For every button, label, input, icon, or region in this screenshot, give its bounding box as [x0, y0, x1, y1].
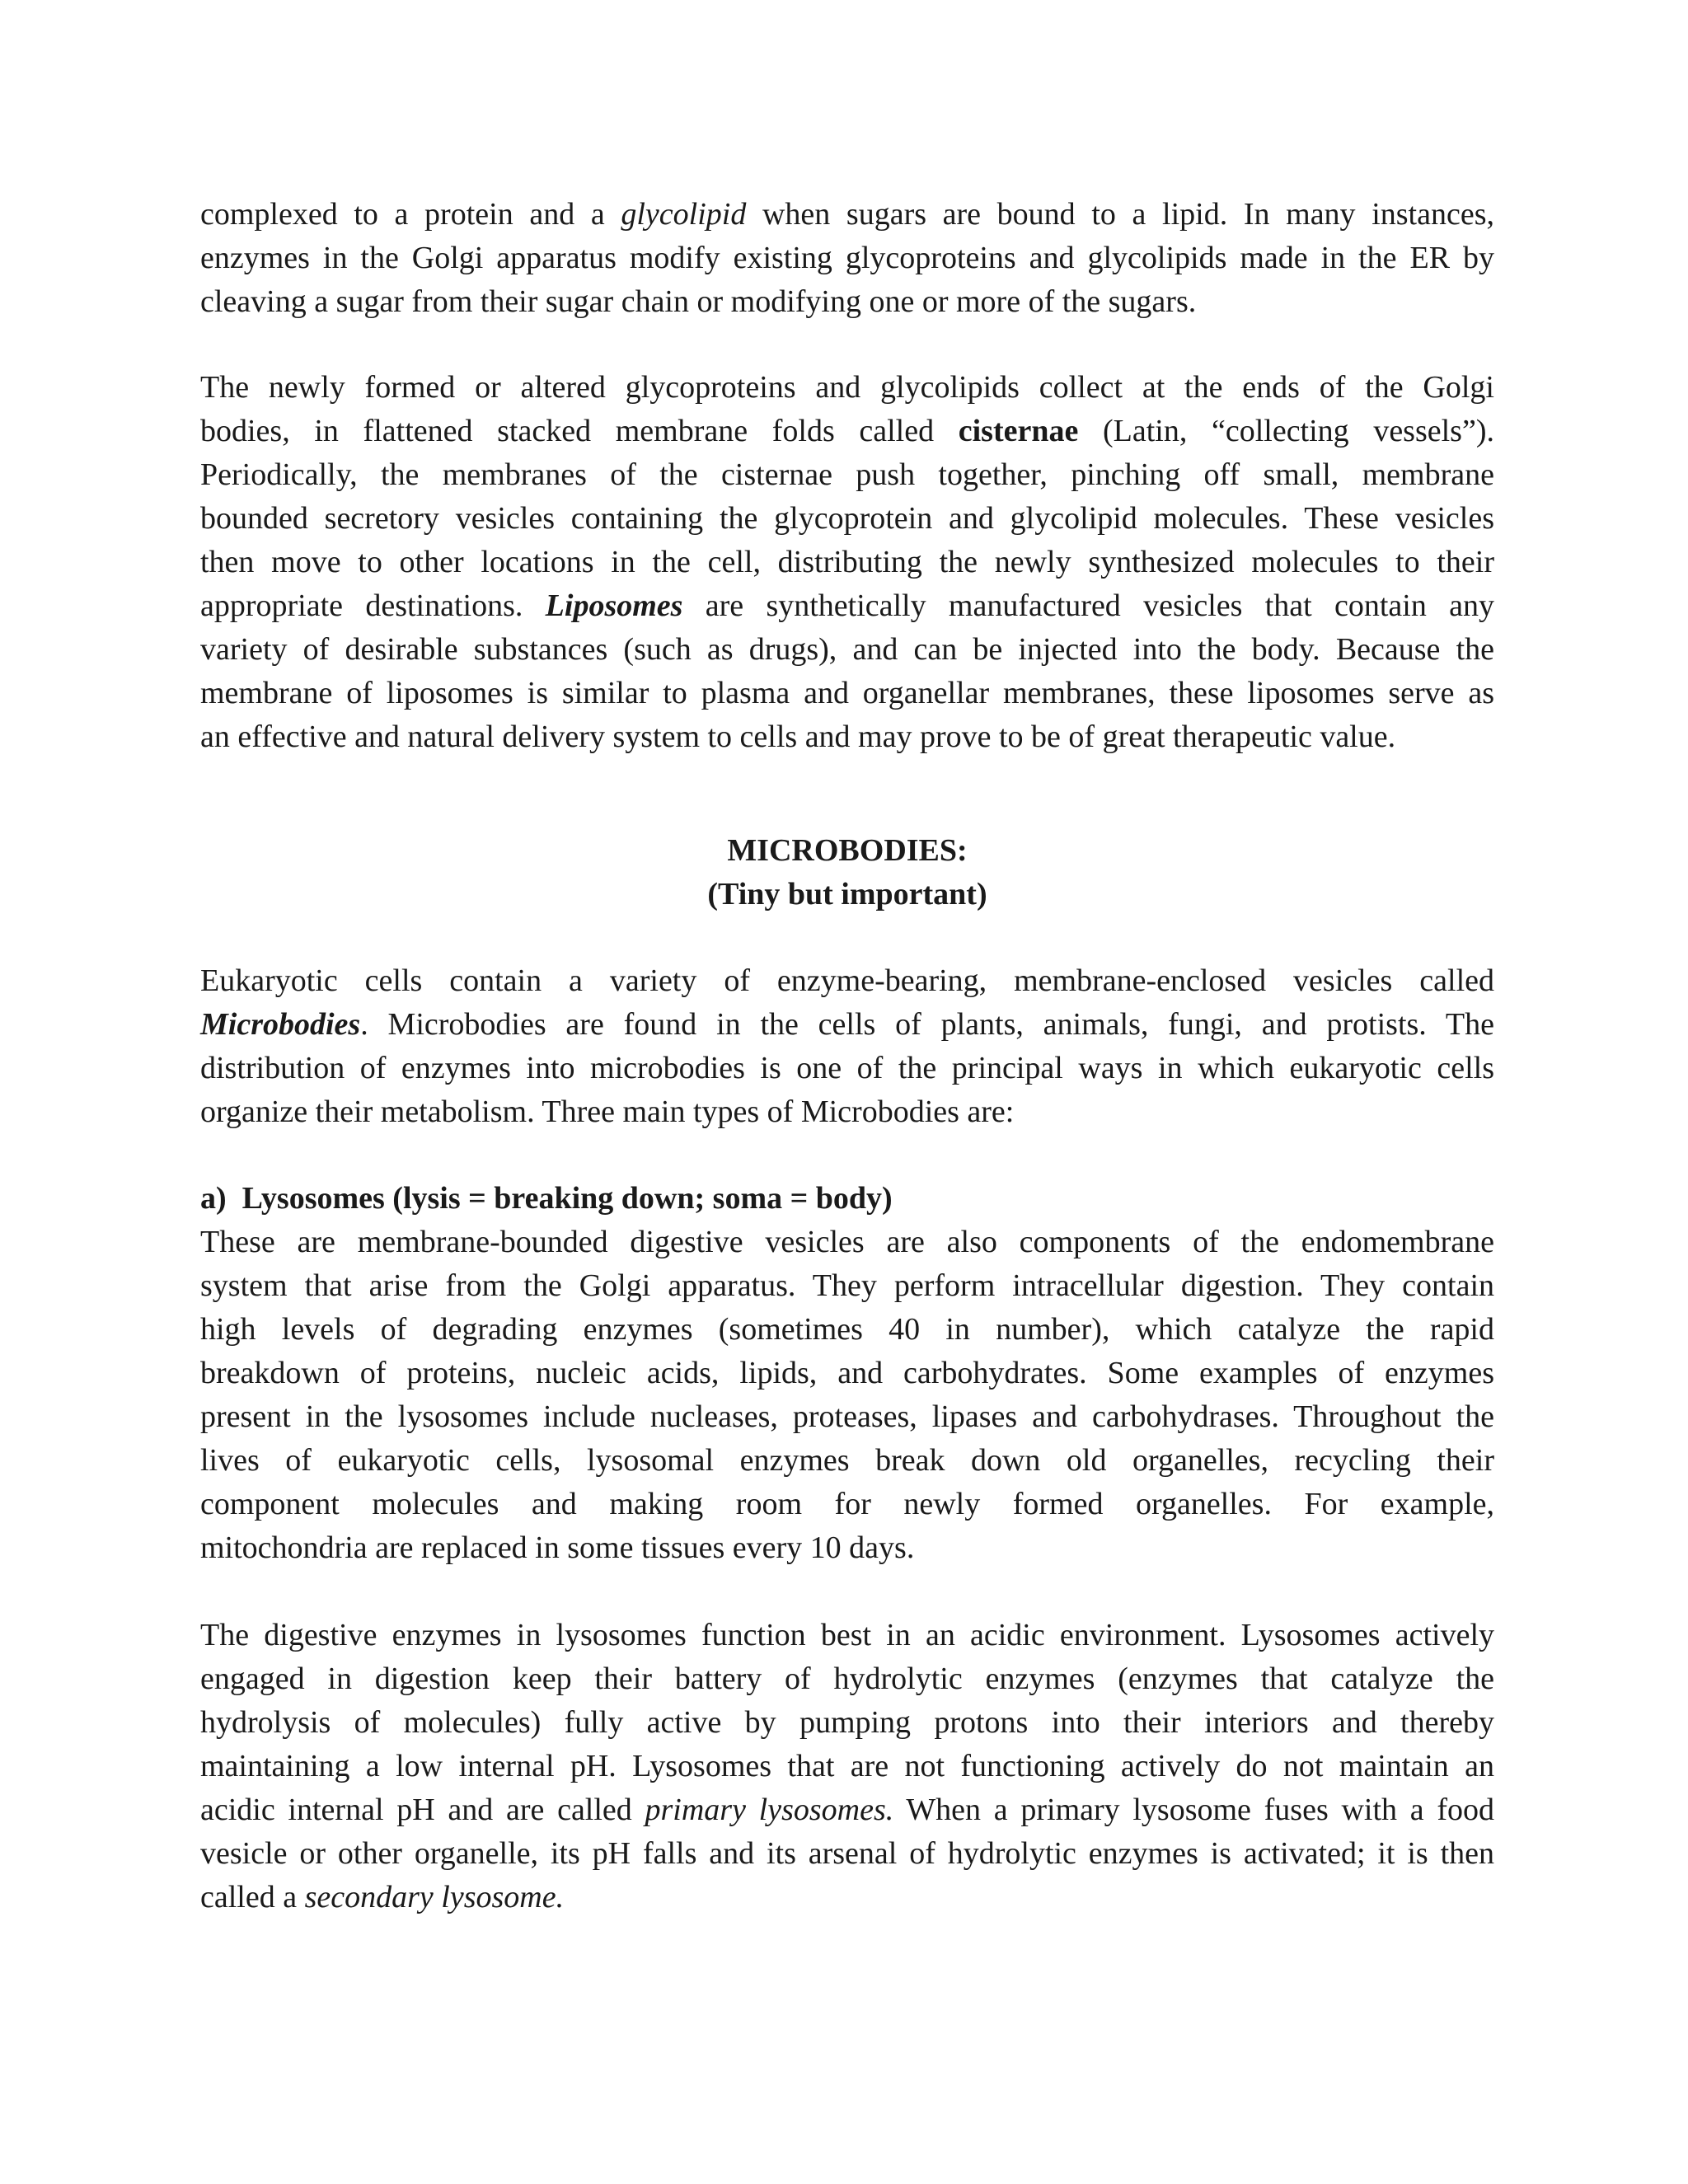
heading-subtitle: (Tiny but important) [707, 877, 987, 912]
text-line: These are membrane-bounded digestive vesicles are also components of the endomembrane [200, 1225, 1494, 1259]
text-line: component molecules and making room for newly formed organelles. For example, [200, 1487, 1494, 1521]
text-line: The digestive enzymes in lysosomes function best in an acidic environment. Lysosomes actively [200, 1618, 1494, 1652]
text-line: breakdown of proteins, nucleic acids, lipids, and carbohydrates. Some examples of enzymes [200, 1356, 1494, 1390]
text-line: variety of desirable substances (such as drugs), and can be injected into the body. Because the [200, 632, 1494, 667]
text-line: lives of eukaryotic cells, lysosomal enzymes break down old organelles, recycling their [200, 1443, 1494, 1478]
text-line: bounded secretory vesicles containing the glycoprotein and glycolipid molecules. These vesicles [200, 501, 1494, 536]
text-line: Microbodies. Microbodies are found in the cells of plants, animals, fungi, and protists. The [200, 1007, 1494, 1042]
text-line: engaged in digestion keep their battery of hydrolytic enzymes (enzymes that catalyze the [200, 1661, 1494, 1696]
text-line: cleaving a sugar from their sugar chain or modifying one or more of the sugars. [200, 284, 1197, 319]
text-line: acidic internal pH and are called primary lysosomes. When a primary lysosome fuses with a food [200, 1793, 1494, 1827]
text-line: appropriate destinations. Liposomes are synthetically manufactured vesicles that contain any [200, 588, 1495, 623]
section-lysosomes [200, 1177, 1494, 1570]
text-line: called a secondary lysosome. [200, 1880, 565, 1915]
text-line: maintaining a low internal pH. Lysosomes that are not functioning actively do not maintain an [200, 1749, 1494, 1783]
text-line: membrane of liposomes is similar to plasma and organellar membranes, these liposomes serve as [200, 676, 1494, 710]
lysosomes-heading: a) Lysosomes (lysis = breaking down; soma = body) [200, 1181, 893, 1216]
text-line: vesicle or other organelle, its pH falls and its arsenal of hydrolytic enzymes is activated; it is then [200, 1836, 1494, 1871]
text-line: then move to other locations in the cell, distributing the newly synthesized molecules to their [200, 545, 1494, 579]
section-heading [200, 829, 1494, 916]
text-line: enzymes in the Golgi apparatus modify existing glycoproteins and glycolipids made in the ER by [200, 241, 1494, 275]
text-line: organize their metabolism. Three main types of Microbodies are: [200, 1094, 1015, 1129]
paragraph-acidic [200, 1614, 1494, 1919]
text-line: bodies, in flattened stacked membrane folds called cisternae (Latin, “collecting vessels”). [200, 414, 1494, 448]
text-line: distribution of enzymes into microbodies is one of the principal ways in which eukaryotic cells [200, 1051, 1494, 1085]
paragraph-cisternae [200, 366, 1494, 759]
text-line: present in the lysosomes include nucleases, proteases, lipases and carbohydrases. Throughout the [200, 1399, 1494, 1434]
text-line: Periodically, the membranes of the cisternae push together, pinching off small, membrane [200, 457, 1494, 492]
text-line: an effective and natural delivery system to cells and may prove to be of great therapeutic value. [200, 719, 1396, 754]
text-line: The newly formed or altered glycoproteins and glycolipids collect at the ends of the Golgi [200, 370, 1494, 405]
text-line: complexed to a protein and a glycolipid when sugars are bound to a lipid. In many instances, [200, 197, 1494, 232]
heading-title: MICROBODIES: [727, 833, 968, 868]
paragraph-glycolipid [200, 193, 1494, 324]
text-line: mitochondria are replaced in some tissues every 10 days. [200, 1530, 915, 1565]
paragraph-microbodies [200, 959, 1494, 1134]
text-line: hydrolysis of molecules) fully active by pumping protons into their interiors and thereby [200, 1705, 1494, 1740]
text-line: high levels of degrading enzymes (sometimes 40 in number), which catalyze the rapid [200, 1312, 1494, 1347]
text-line: system that arise from the Golgi apparatus. They perform intracellular digestion. They contain [200, 1268, 1494, 1303]
text-line: Eukaryotic cells contain a variety of enzyme-bearing, membrane-enclosed vesicles called [200, 963, 1494, 998]
